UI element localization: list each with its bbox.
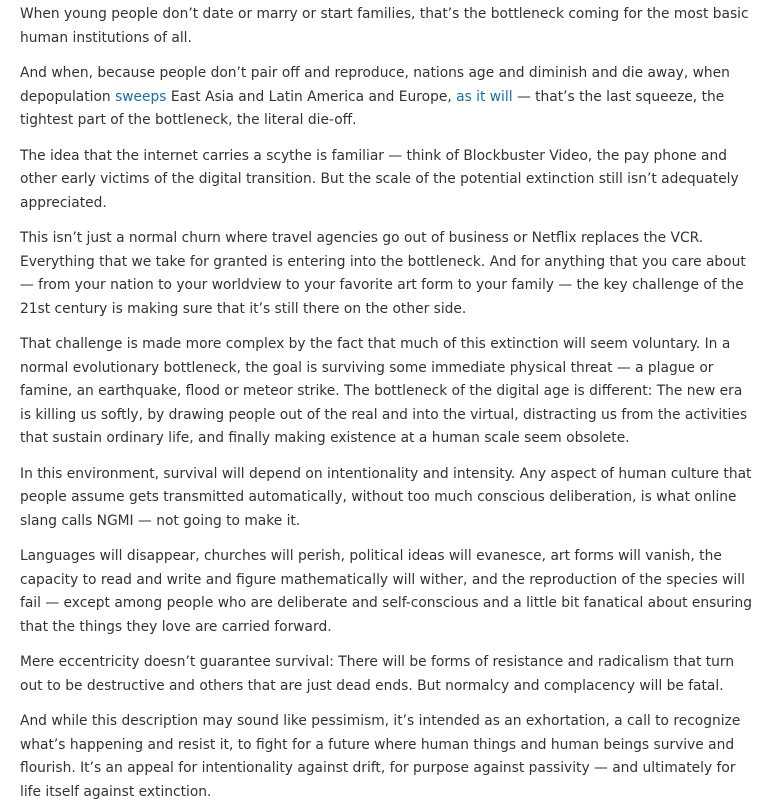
paragraph-3 xyxy=(20,145,755,216)
link-as-it-will[interactable]: as it will xyxy=(456,88,513,105)
link-sweeps[interactable]: sweeps xyxy=(115,88,167,105)
paragraph-text: The idea that the internet carries a scythe is familiar — think of Blockbuster Video, the pay phone and other early victims of the digital transition. But the scale of the potential extinction still isn’t adequately appreciated. xyxy=(20,147,739,211)
paragraph-text: In this environment, survival will depend on intentionality and intensity. Any aspect of human culture that people assume gets transmitted automatically, without too much conscious deliberation, is what online slang calls NGMI — not going to make it. xyxy=(20,465,752,529)
paragraph-5 xyxy=(20,333,755,451)
paragraph-text: This isn’t just a normal churn where travel agencies go out of business or Netflix replaces the VCR. Everything that we take for granted is entering into the bottleneck. And for anything that you care about — from your nation to your worldview to your favorite art form to your family — the key challenge of the 21st century is making sure that it’s still there on the other side. xyxy=(20,230,746,317)
paragraph-1 xyxy=(20,3,755,50)
paragraph-4 xyxy=(20,227,755,321)
paragraph-8 xyxy=(20,651,755,698)
paragraph-text: And when, because people don’t pair off and reproduce, nations age and diminish and die away, when depopulation xyxy=(20,65,730,105)
paragraph-text: Mere eccentricity doesn’t guarantee survival: There will be forms of resistance and radicalism that turn out to be destructive and others that are just dead ends. But normalcy and complacency will be fatal. xyxy=(20,654,735,694)
paragraph-text: That challenge is made more complex by the fact that much of this extinction will seem voluntary. In a normal evolutionary bottleneck, the goal is surviving some immediate physical threat — a plague or famine, an earthquake, flood or meteor strike. The bottleneck of the digital age is different: The new era is killing us softly, by drawing people out of the real and into the virtual, distracting us from the activities that sustain ordinary life, and finally making existence at a human scale seem obsolete. xyxy=(20,336,748,446)
paragraph-7 xyxy=(20,545,755,639)
paragraph-text: Languages will disappear, churches will perish, political ideas will evanesce, art forms will vanish, the capacity to read and write and figure mathematically will wither, and the reproduction of the species will fail — except among people who are deliberate and self-conscious and a little bit fanatical about ensuring that the things they love are carried forward. xyxy=(20,548,753,635)
paragraph-2 xyxy=(20,62,755,133)
paragraph-text: When young people don’t date or marry or start families, that’s the bottleneck coming for the most basic human institutions of all. xyxy=(20,6,749,46)
paragraph-6 xyxy=(20,463,755,534)
paragraph-text: — that’s the last squeeze, the tightest part of the bottleneck, the literal die-off. xyxy=(20,88,725,128)
paragraph-text: And while this description may sound like pessimism, it’s intended as an exhortation, a call to recognize what’s happening and resist it, to fight for a future where human things and human beings survive and flourish. It’s an appeal for intentionality against drift, for purpose against passivity — and ultimately for life itself against extinction. xyxy=(20,713,741,800)
paragraph-9 xyxy=(20,710,755,804)
paragraph-text: East Asia and Latin America and Europe, xyxy=(166,88,457,105)
